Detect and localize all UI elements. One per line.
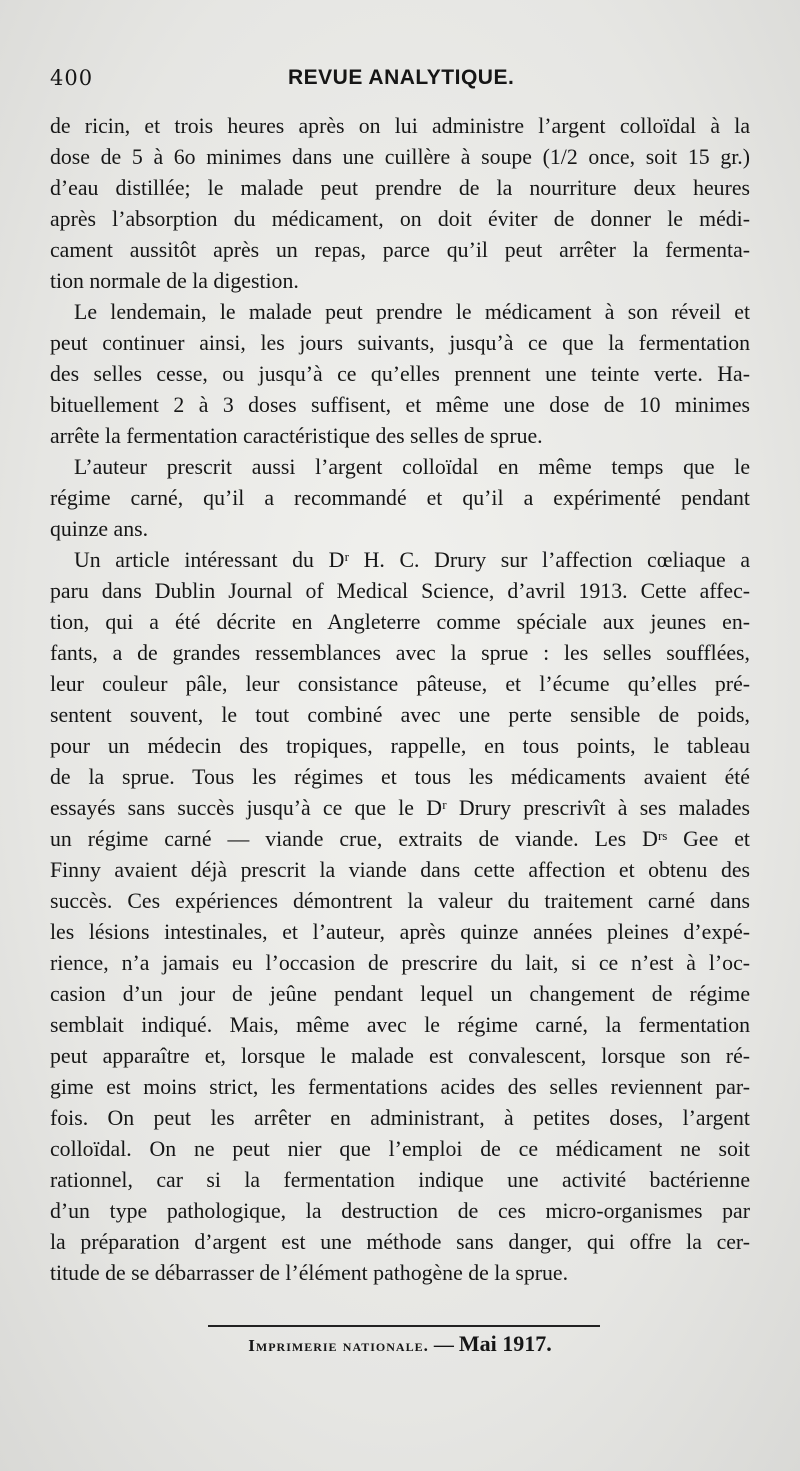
text-line: titude de se débarrasser de l’élément pathogène de la sprue. bbox=[50, 1261, 569, 1285]
text-line: leur couleur pâle, leur consistance pâteuse, et l’écume qu’elles pré- bbox=[50, 672, 750, 696]
imprint-separator: — bbox=[428, 1334, 459, 1356]
text-line: cament aussitôt après un repas, parce qu’il peut arrêter la fermenta- bbox=[50, 238, 750, 262]
page-header bbox=[50, 66, 750, 100]
text-line: casion d’un jour de jeûne pendant lequel un changement de régime bbox=[50, 982, 750, 1006]
running-title: REVUE ANALYTIQUE. bbox=[288, 66, 515, 89]
text-line: arrête la fermentation caractéristique des selles de sprue. bbox=[50, 424, 543, 448]
text-line: tion normale de la digestion. bbox=[50, 269, 299, 293]
text-line: succès. Ces expériences démontrent la valeur du traitement carné dans bbox=[50, 889, 750, 913]
text-line: rationnel, car si la fermentation indique une activité bactérienne bbox=[50, 1168, 750, 1192]
text-line: semblait indiqué. Mais, même avec le régime carné, la fermentation bbox=[50, 1013, 750, 1037]
text-line: fants, a de grandes ressemblances avec la sprue : les selles soufflées, bbox=[50, 641, 750, 665]
text-line: paru dans Dublin Journal of Medical Science, d’avril 1913. Cette affec- bbox=[50, 579, 750, 603]
text-line: de la sprue. Tous les régimes et tous les médicaments avaient été bbox=[50, 765, 750, 789]
text-line: d’un type pathologique, la destruction de ces micro-organismes par bbox=[50, 1199, 750, 1223]
text-line: sentent souvent, le tout combiné avec une perte sensible de poids, bbox=[50, 703, 750, 727]
text-line: régime carné, qu’il a recommandé et qu’il a expérimenté pendant bbox=[50, 486, 750, 510]
text-line: colloïdal. On ne peut nier que l’emploi de ce médicament ne soit bbox=[50, 1137, 750, 1161]
page-number: 400 bbox=[50, 66, 94, 90]
text-line: les lésions intestinales, et l’auteur, après quinze années pleines d’expé- bbox=[50, 920, 750, 944]
text-line: Un article intéressant du Dʳ H. C. Drury sur l’affection cœliaque a bbox=[74, 548, 750, 572]
text-line: tion, qui a été décrite en Angleterre comme spéciale aux jeunes en- bbox=[50, 610, 750, 634]
text-line: d’eau distillée; le malade peut prendre de la nourriture deux heures bbox=[50, 176, 750, 200]
text-line: des selles cesse, ou jusqu’à ce qu’elles prennent une teinte verte. Ha- bbox=[50, 362, 750, 386]
text-line: de ricin, et trois heures après on lui administre l’argent colloïdal à la bbox=[50, 114, 750, 138]
text-line: Le lendemain, le malade peut prendre le médicament à son réveil et bbox=[74, 300, 750, 324]
text-line: bituellement 2 à 3 doses suffisent, et même une dose de 10 minimes bbox=[50, 393, 750, 417]
text-line: la préparation d’argent est une méthode sans danger, qui offre la cer- bbox=[50, 1230, 750, 1254]
text-line: peut apparaître et, lorsque le malade est convalescent, lorsque son ré- bbox=[50, 1044, 750, 1068]
printer-name: Imprimerie nationale. bbox=[248, 1336, 429, 1355]
printer-imprint bbox=[50, 1331, 750, 1357]
text-line: L’auteur prescrit aussi l’argent colloïdal en même temps que le bbox=[74, 455, 750, 479]
text-line: quinze ans. bbox=[50, 517, 149, 541]
text-line: après l’absorption du médicament, on doit éviter de donner le médi- bbox=[50, 207, 750, 231]
text-line: Finny avaient déjà prescrit la viande dans cette affection et obtenu des bbox=[50, 858, 750, 882]
text-line: un régime carné — viande crue, extraits de viande. Les Dʳˢ Gee et bbox=[50, 827, 750, 851]
text-line: dose de 5 à 6o minimes dans une cuillère à soupe (1/2 once, soit 15 gr.) bbox=[50, 145, 750, 169]
text-line: peut continuer ainsi, les jours suivants, jusqu’à ce que la fermentation bbox=[50, 331, 750, 355]
imprint-date: Mai 1917. bbox=[458, 1331, 552, 1356]
body-text bbox=[50, 111, 750, 1289]
text-line: essayés sans succès jusqu’à ce que le Dʳ Drury prescrivît à ses malades bbox=[50, 796, 750, 820]
text-line: pour un médecin des tropiques, rappelle, en tous points, le tableau bbox=[50, 734, 750, 758]
text-line: rience, n’a jamais eu l’occasion de prescrire du lait, si ce n’est à l’oc- bbox=[50, 951, 750, 975]
footer-rule bbox=[208, 1325, 600, 1327]
text-line: gime est moins strict, les fermentations acides des selles reviennent par- bbox=[50, 1075, 750, 1099]
text-line: fois. On peut les arrêter en administrant, à petites doses, l’argent bbox=[50, 1106, 750, 1130]
